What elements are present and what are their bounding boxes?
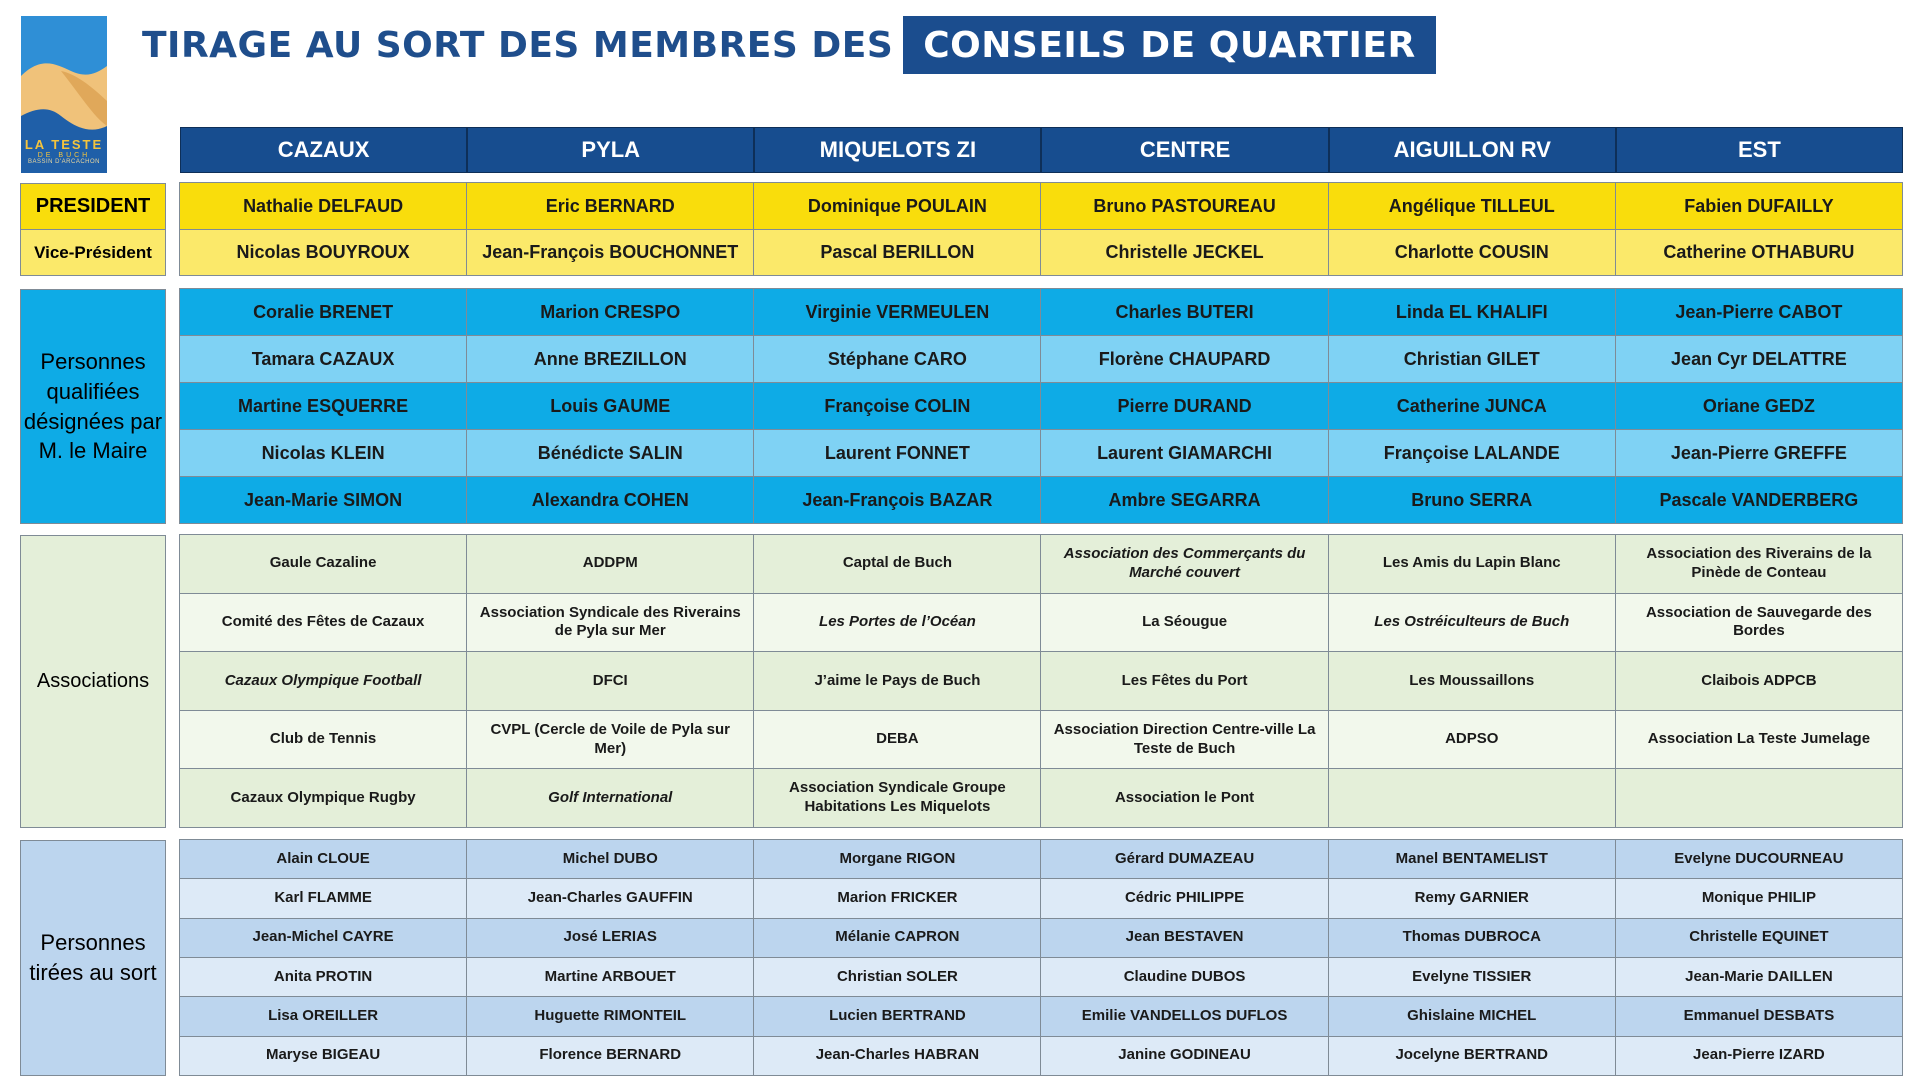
association-cell: Les Portes de l’Océan bbox=[753, 593, 1041, 653]
association-cell: Gaule Cazaline bbox=[179, 534, 467, 594]
association-cell: Les Ostréiculteurs de Buch bbox=[1328, 593, 1616, 653]
drawn-person-cell: Anita PROTIN bbox=[179, 957, 467, 997]
association-cell: DEBA bbox=[753, 710, 1041, 770]
drawn-person-cell: José LERIAS bbox=[466, 918, 754, 958]
drawn-person-cell: Jean-Pierre IZARD bbox=[1615, 1036, 1903, 1076]
qualified-person-cell: Anne BREZILLON bbox=[466, 335, 754, 383]
district-header-cell: EST bbox=[1616, 127, 1903, 173]
qualified-person-cell: Catherine JUNCA bbox=[1328, 382, 1616, 430]
district-header-cell: CAZAUX bbox=[180, 127, 467, 173]
qualified-person-cell: Laurent GIAMARCHI bbox=[1040, 429, 1328, 477]
drawn-person-cell: Thomas DUBROCA bbox=[1328, 918, 1616, 958]
president-cell: Fabien DUFAILLY bbox=[1615, 182, 1903, 230]
association-cell: DFCI bbox=[466, 651, 754, 711]
vice-president-cell: Charlotte COUSIN bbox=[1328, 229, 1616, 277]
drawn-person-cell: Monique PHILIP bbox=[1615, 878, 1903, 918]
qualified-person-cell: Christian GILET bbox=[1328, 335, 1616, 383]
qualified-person-cell: Jean-Pierre CABOT bbox=[1615, 288, 1903, 336]
association-cell: Cazaux Olympique Rugby bbox=[179, 768, 467, 828]
drawn-person-cell: Ghislaine MICHEL bbox=[1328, 996, 1616, 1036]
la-teste-logo bbox=[21, 16, 107, 173]
association-cell: J’aime le Pays de Buch bbox=[753, 651, 1041, 711]
association-cell: Association Syndicale Groupe Habitations Les Miquelots bbox=[753, 768, 1041, 828]
drawn-person-cell: Martine ARBOUET bbox=[466, 957, 754, 997]
association-cell: La Séougue bbox=[1040, 593, 1328, 653]
drawn-person-cell: Janine GODINEAU bbox=[1040, 1036, 1328, 1076]
qualified-person-cell: Charles BUTERI bbox=[1040, 288, 1328, 336]
drawn-person-cell: Marion FRICKER bbox=[753, 878, 1041, 918]
drawn-person-cell: Jean-Michel CAYRE bbox=[179, 918, 467, 958]
drawn-person-cell: Jean-Charles HABRAN bbox=[753, 1036, 1041, 1076]
drawn-person-cell: Jean-Charles GAUFFIN bbox=[466, 878, 754, 918]
qualified-person-cell: Linda EL KHALIFI bbox=[1328, 288, 1616, 336]
drawn-person-cell: Claudine DUBOS bbox=[1040, 957, 1328, 997]
qualified-person-cell: Jean-Marie SIMON bbox=[179, 476, 467, 524]
qualified-person-cell: Martine ESQUERRE bbox=[179, 382, 467, 430]
association-cell: Association Syndicale des Riverains de Pyla sur Mer bbox=[466, 593, 754, 653]
vice-president-label: Vice-Président bbox=[20, 229, 166, 276]
drawn-person-cell: Cédric PHILIPPE bbox=[1040, 878, 1328, 918]
drawn-person-cell: Karl FLAMME bbox=[179, 878, 467, 918]
logo-line3: BASSIN D'ARCACHON bbox=[28, 159, 100, 165]
drawn-person-cell: Mélanie CAPRON bbox=[753, 918, 1041, 958]
title-part2-highlight: CONSEILS DE QUARTIER bbox=[903, 16, 1435, 74]
qualified-person-cell: Oriane GEDZ bbox=[1615, 382, 1903, 430]
logo-line1: LA TESTE bbox=[24, 137, 104, 152]
association-cell: Les Amis du Lapin Blanc bbox=[1328, 534, 1616, 594]
drawn-person-cell: Lisa OREILLER bbox=[179, 996, 467, 1036]
association-cell: Captal de Buch bbox=[753, 534, 1041, 594]
president-cell: Eric BERNARD bbox=[466, 182, 754, 230]
qualified-person-cell: Virginie VERMEULEN bbox=[753, 288, 1041, 336]
associations-label: Associations bbox=[20, 535, 166, 828]
qualified-person-cell: Tamara CAZAUX bbox=[179, 335, 467, 383]
qualified-person-cell: Ambre SEGARRA bbox=[1040, 476, 1328, 524]
association-cell: Association de Sauvegarde des Bordes bbox=[1615, 593, 1903, 653]
drawn-person-cell: Maryse BIGEAU bbox=[179, 1036, 467, 1076]
drawn-person-cell: Jocelyne BERTRAND bbox=[1328, 1036, 1616, 1076]
drawn-person-cell: Evelyne TISSIER bbox=[1328, 957, 1616, 997]
district-header-cell: MIQUELOTS ZI bbox=[754, 127, 1041, 173]
logo-line2: DE BUCH bbox=[37, 152, 91, 159]
qualified-person-cell: Françoise COLIN bbox=[753, 382, 1041, 430]
qualified-persons-label: Personnes qualifiées désignées par M. le Maire bbox=[20, 289, 166, 524]
drawn-person-cell: Gérard DUMAZEAU bbox=[1040, 839, 1328, 879]
district-header-cell: PYLA bbox=[467, 127, 754, 173]
association-cell: Les Moussaillons bbox=[1328, 651, 1616, 711]
drawn-person-cell: Morgane RIGON bbox=[753, 839, 1041, 879]
president-section bbox=[180, 183, 1903, 276]
qualified-person-cell: Pascale VANDERBERG bbox=[1615, 476, 1903, 524]
vice-president-cell: Pascal BERILLON bbox=[753, 229, 1041, 277]
qualified-person-cell: Jean Cyr DELATTRE bbox=[1615, 335, 1903, 383]
drawn-person-cell: Emilie VANDELLOS DUFLOS bbox=[1040, 996, 1328, 1036]
associations-section bbox=[180, 535, 1903, 828]
association-cell: Association La Teste Jumelage bbox=[1615, 710, 1903, 770]
association-cell: Les Fêtes du Port bbox=[1040, 651, 1328, 711]
qualified-person-cell: Coralie BRENET bbox=[179, 288, 467, 336]
president-cell: Dominique POULAIN bbox=[753, 182, 1041, 230]
qualified-person-cell: Laurent FONNET bbox=[753, 429, 1041, 477]
qualified-person-cell: Marion CRESPO bbox=[466, 288, 754, 336]
association-cell: Cazaux Olympique Football bbox=[179, 651, 467, 711]
drawn-person-cell: Alain CLOUE bbox=[179, 839, 467, 879]
association-cell: CVPL (Cercle de Voile de Pyla sur Mer) bbox=[466, 710, 754, 770]
drawn-person-cell: Manel BENTAMELIST bbox=[1328, 839, 1616, 879]
qualified-person-cell: Florène CHAUPARD bbox=[1040, 335, 1328, 383]
qualified-person-cell: Nicolas KLEIN bbox=[179, 429, 467, 477]
district-header-row bbox=[180, 127, 1903, 173]
vice-president-cell: Catherine OTHABURU bbox=[1615, 229, 1903, 277]
drawn-person-cell: Michel DUBO bbox=[466, 839, 754, 879]
drawn-person-cell: Lucien BERTRAND bbox=[753, 996, 1041, 1036]
logo-text bbox=[21, 137, 107, 165]
vice-president-cell: Christelle JECKEL bbox=[1040, 229, 1328, 277]
association-cell bbox=[1328, 768, 1616, 828]
drawn-person-cell: Florence BERNARD bbox=[466, 1036, 754, 1076]
association-cell: Association le Pont bbox=[1040, 768, 1328, 828]
president-cell: Bruno PASTOUREAU bbox=[1040, 182, 1328, 230]
drawn-persons-section bbox=[180, 840, 1903, 1076]
vice-president-cell: Nicolas BOUYROUX bbox=[179, 229, 467, 277]
qualified-person-cell: Jean-François BAZAR bbox=[753, 476, 1041, 524]
qualified-person-cell: Louis GAUME bbox=[466, 382, 754, 430]
president-label: PRESIDENT bbox=[20, 183, 166, 230]
drawn-person-cell: Evelyne DUCOURNEAU bbox=[1615, 839, 1903, 879]
association-cell: Comité des Fêtes de Cazaux bbox=[179, 593, 467, 653]
vice-president-cell: Jean-François BOUCHONNET bbox=[466, 229, 754, 277]
qualified-person-cell: Bénédicte SALIN bbox=[466, 429, 754, 477]
association-cell: Golf International bbox=[466, 768, 754, 828]
drawn-person-cell: Christelle EQUINET bbox=[1615, 918, 1903, 958]
association-cell: Club de Tennis bbox=[179, 710, 467, 770]
association-cell: ADPSO bbox=[1328, 710, 1616, 770]
association-cell: Association des Commerçants du Marché couvert bbox=[1040, 534, 1328, 594]
district-header-cell: CENTRE bbox=[1041, 127, 1328, 173]
association-cell: Claibois ADPCB bbox=[1615, 651, 1903, 711]
drawn-person-cell: Remy GARNIER bbox=[1328, 878, 1616, 918]
qualified-person-cell: Jean-Pierre GREFFE bbox=[1615, 429, 1903, 477]
qualified-person-cell: Bruno SERRA bbox=[1328, 476, 1616, 524]
qualified-persons-section bbox=[180, 289, 1903, 524]
qualified-person-cell: Pierre DURAND bbox=[1040, 382, 1328, 430]
district-header-cell: AIGUILLON RV bbox=[1329, 127, 1616, 173]
drawn-person-cell: Jean-Marie DAILLEN bbox=[1615, 957, 1903, 997]
president-cell: Nathalie DELFAUD bbox=[179, 182, 467, 230]
association-cell: Association Direction Centre-ville La Teste de Buch bbox=[1040, 710, 1328, 770]
association-cell: Association des Riverains de la Pinède de Conteau bbox=[1615, 534, 1903, 594]
qualified-person-cell: Alexandra COHEN bbox=[466, 476, 754, 524]
qualified-person-cell: Françoise LALANDE bbox=[1328, 429, 1616, 477]
drawn-person-cell: Huguette RIMONTEIL bbox=[466, 996, 754, 1036]
drawn-persons-label: Personnes tirées au sort bbox=[20, 840, 166, 1076]
title-part1: TIRAGE AU SORT DES MEMBRES DES bbox=[142, 24, 894, 66]
page-title bbox=[142, 16, 1436, 74]
president-cell: Angélique TILLEUL bbox=[1328, 182, 1616, 230]
drawn-person-cell: Jean BESTAVEN bbox=[1040, 918, 1328, 958]
qualified-person-cell: Stéphane CARO bbox=[753, 335, 1041, 383]
drawn-person-cell: Christian SOLER bbox=[753, 957, 1041, 997]
drawn-person-cell: Emmanuel DESBATS bbox=[1615, 996, 1903, 1036]
association-cell: ADDPM bbox=[466, 534, 754, 594]
association-cell bbox=[1615, 768, 1903, 828]
